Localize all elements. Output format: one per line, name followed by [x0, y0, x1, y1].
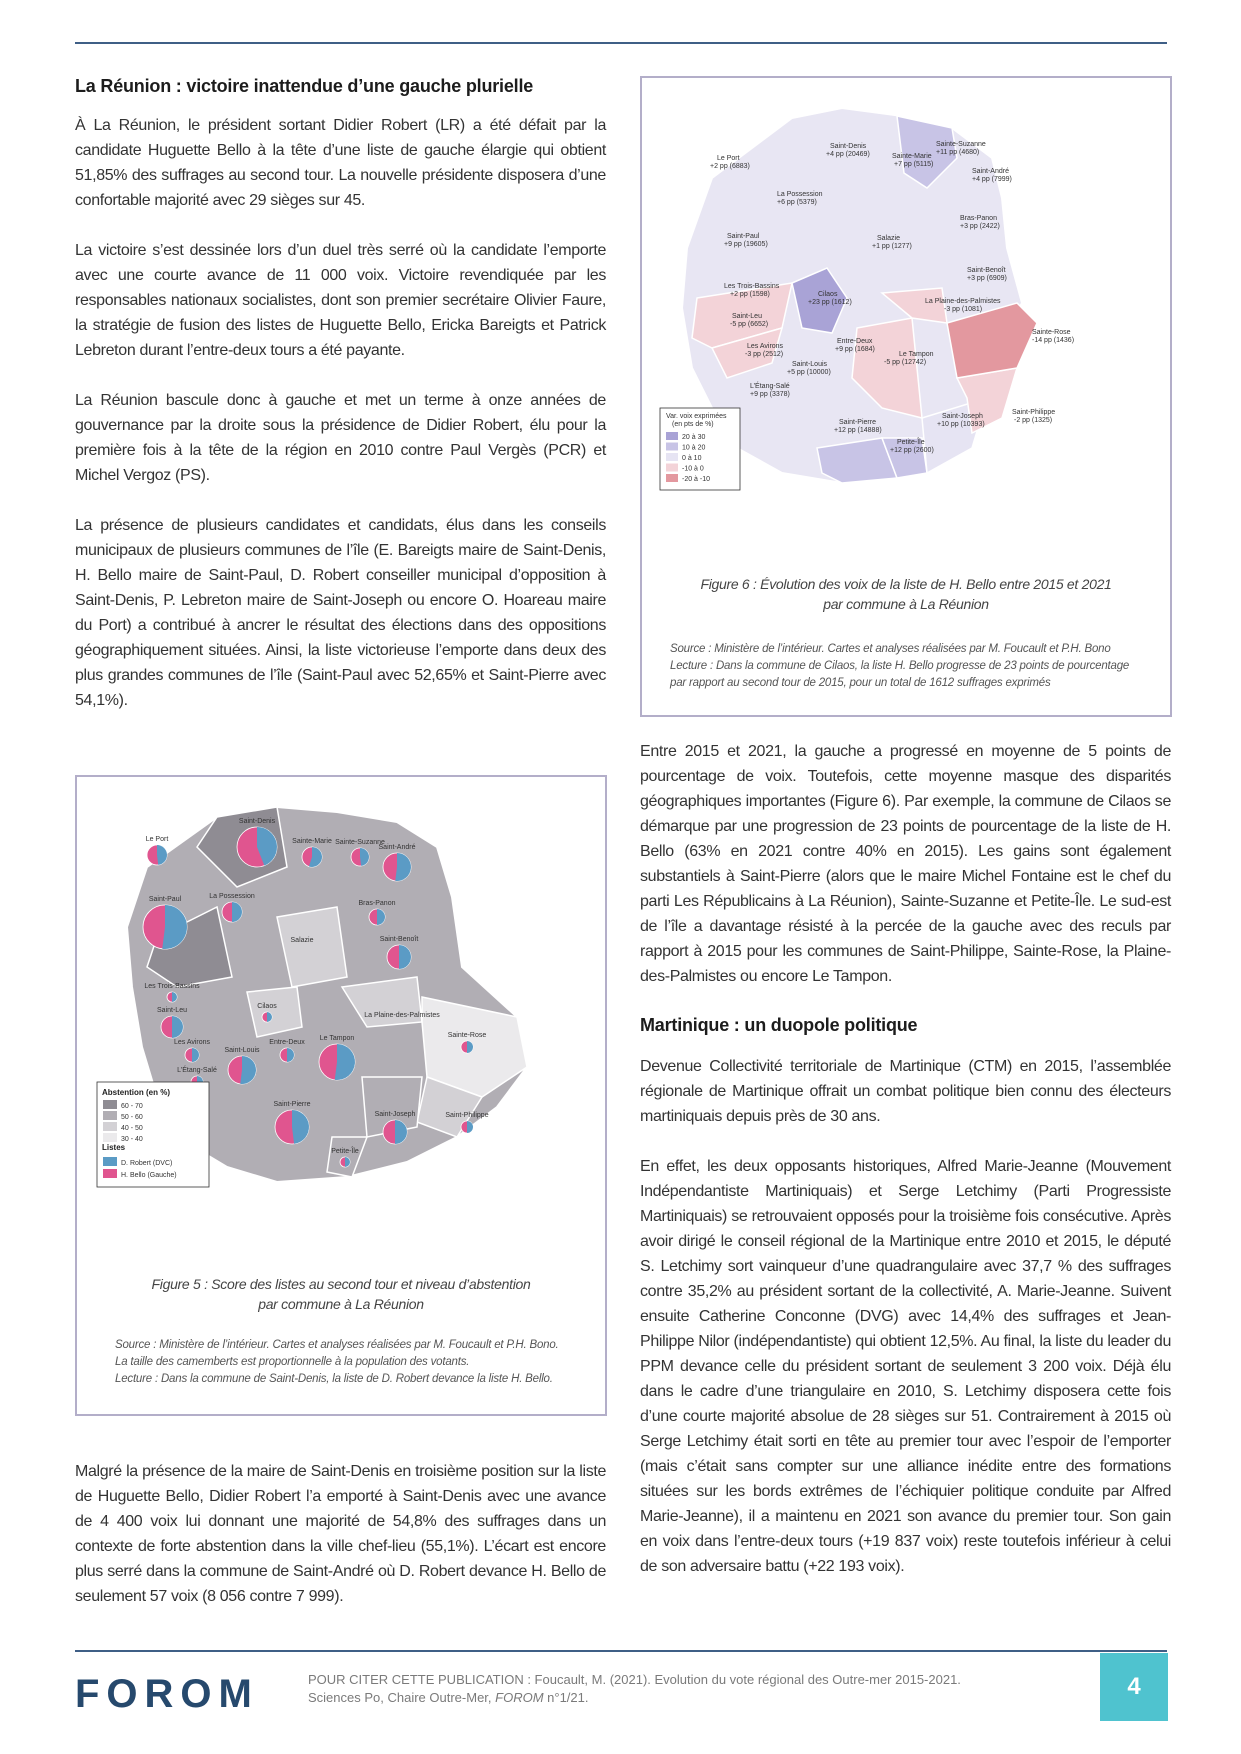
- svg-text:Saint-André: Saint-André: [972, 168, 1009, 175]
- top-rule: [75, 42, 1167, 44]
- svg-text:(en pts de %): (en pts de %): [672, 421, 714, 428]
- svg-text:Entre-Deux: Entre-Deux: [837, 338, 873, 345]
- svg-text:Bras-Panon: Bras-Panon: [960, 215, 997, 222]
- svg-text:Cilaos: Cilaos: [818, 291, 838, 298]
- section-heading-martinique: Martinique : un duopole politique: [640, 1015, 918, 1035]
- commune-label: L’Étang-Salé: [177, 1067, 217, 1074]
- svg-text:Saint-Benoît: Saint-Benoît: [967, 267, 1006, 274]
- commune-label: Les Avirons: [173, 1039, 211, 1046]
- commune-label: Saint-Philippe: [445, 1112, 489, 1119]
- commune-label: Le Tampon: [319, 1035, 355, 1042]
- legend-label: D. Robert (DVC): [121, 1160, 173, 1167]
- commune-label: Cilaos: [257, 1003, 277, 1010]
- commune-label: Le Port: [717, 155, 740, 162]
- svg-text:Salazie: Salazie: [877, 235, 900, 242]
- legend-label: 20 à 30: [682, 434, 706, 441]
- commune-label: Sainte-Marie: [292, 838, 332, 845]
- commune-label: Sainte-Rose: [447, 1032, 487, 1039]
- map-legend: [97, 1082, 209, 1187]
- legend-title: Var. voix exprimées: [666, 413, 727, 420]
- svg-text:+9 pp (1684): +9 pp (1684): [835, 346, 875, 353]
- legend-swatch: [666, 432, 678, 440]
- commune-label: Salazie: [290, 937, 314, 944]
- legend-swatch: [103, 1133, 117, 1142]
- commune-label: Saint-Denis: [238, 818, 276, 825]
- legend-swatch: [103, 1169, 117, 1178]
- map-abstention-scores: [77, 777, 605, 1252]
- section-heading-reunion: La Réunion : victoire inattendue d’une gauche plurielle: [75, 76, 534, 96]
- commune-label: Saint-Louis: [224, 1047, 260, 1054]
- commune-label: Entre-Deux: [269, 1039, 305, 1046]
- svg-text:Saint-Louis: Saint-Louis: [792, 361, 828, 368]
- svg-text:Saint-Joseph: Saint-Joseph: [942, 413, 983, 420]
- commune-label: Bras-Panon: [358, 900, 396, 907]
- commune-cilaos: [247, 987, 302, 1037]
- page-number: 4: [1100, 1653, 1168, 1721]
- svg-text:Saint-Paul: Saint-Paul: [727, 233, 760, 240]
- svg-text:-5 pp (6652): -5 pp (6652): [730, 321, 769, 328]
- svg-text:+9 pp (19605): +9 pp (19605): [724, 241, 768, 248]
- commune-label: Saint-Paul: [148, 896, 182, 903]
- map-vote-change: [642, 78, 1170, 548]
- commune-label: Le Port: [145, 836, 169, 843]
- commune-label: Saint-Benoît: [379, 936, 419, 943]
- legend-swatch: [103, 1111, 117, 1120]
- legend-swatch: [666, 464, 678, 472]
- citation: POUR CITER CETTE PUBLICATION : Foucault, M. (2021). Evolution du vote régional des Outre-mer 2015-2021. Sciences Po, Chaire Outre-Mer, FOROM n°1/21.: [308, 1672, 961, 1705]
- paragraph: La victoire s’est dessinée lors d’un duel très serré où la candidate l’emporte avec une courte avance de 11 000 voix. Victoire revendiquée par les responsables nationaux socialistes, dont son premier secrétaire Olivier Faure, la stratégie de fusion des listes de Huguette Bello, Ericka Bareigts et Patrick Lebreton durant l’entre-deux tours a été payante.: [75, 242, 606, 359]
- svg-text:+7 pp (5115): +7 pp (5115): [894, 161, 934, 168]
- svg-text:+3 pp (2422): +3 pp (2422): [960, 223, 1000, 230]
- legend-label: 0 à 10: [682, 455, 702, 462]
- svg-text:+3 pp (6909): +3 pp (6909): [967, 275, 1007, 282]
- legend-label: 10 à 20: [682, 444, 706, 452]
- svg-text:-3 pp (1081): -3 pp (1081): [944, 306, 983, 313]
- svg-text:+23 pp (1612): +23 pp (1612): [808, 299, 852, 306]
- svg-text:Saint-Denis: Saint-Denis: [830, 143, 867, 150]
- legend-label: H. Bello (Gauche): [121, 1172, 177, 1179]
- commune-label: Saint-Leu: [157, 1007, 187, 1014]
- svg-text:+2 pp (6883): +2 pp (6883): [710, 163, 750, 170]
- svg-text:Saint-Pierre: Saint-Pierre: [839, 419, 876, 426]
- svg-text:+5 pp (10000): +5 pp (10000): [787, 369, 831, 376]
- legend-swatch: [103, 1157, 117, 1166]
- svg-text:Le Tampon: Le Tampon: [899, 351, 934, 358]
- legend-swatch: [666, 474, 678, 482]
- legend-swatch: [103, 1100, 117, 1109]
- svg-text:Saint-Philippe: Saint-Philippe: [1012, 409, 1056, 416]
- figure-5: [75, 775, 607, 1416]
- svg-text:+6 pp (5379): +6 pp (5379): [777, 199, 817, 206]
- legend-label: -20 à -10: [682, 476, 711, 483]
- svg-text:+1 pp (1277): +1 pp (1277): [872, 243, 912, 250]
- svg-text:+10 pp (10393): +10 pp (10393): [937, 421, 985, 428]
- svg-text:-5 pp (12742): -5 pp (12742): [884, 359, 927, 366]
- svg-text:+2 pp (1598): +2 pp (1598): [730, 291, 770, 298]
- paragraph: À La Réunion, le président sortant Didier Robert (LR) a été défait par la candidate Huguette Bello à la tête d’une liste de gauche élargie qui obtient 51,85% des suffrages au second tour. La nouvelle présidente disposera d’une confortable majorité avec 29 sièges sur 45.: [75, 117, 606, 209]
- paragraph: La présence de plusieurs candidates et candidats, élus dans les conseils municipaux de plusieurs communes de l’île (E. Bareigts maire de Saint-Denis, H. Bello maire de Saint-Paul, D. Robert conseiller municipal d’opposition à Saint-Denis, P. Lebreton maire de Saint-Joseph ou encore O. Hoareau maire du Port) a contribué à ancrer le résultat des élections dans des oppositions géographiquement situées. Ainsi, la liste victorieuse l’emporte dans deux des plus grandes communes de l’île (Saint-Paul avec 52,65% et Saint-Pierre avec 54,1%).: [75, 517, 606, 709]
- footer-rule: [75, 1650, 1167, 1652]
- commune-label: Les Trois-Bassins: [144, 983, 200, 990]
- figure-6: [640, 76, 1172, 717]
- forom-logo: FOROM: [75, 1672, 259, 1716]
- legend-swatch: [103, 1122, 117, 1131]
- legend-abstention-title: Abstention (en %): [102, 1088, 170, 1097]
- commune-label: La Possession: [209, 893, 255, 900]
- svg-text:+12 pp (14888): +12 pp (14888): [834, 427, 882, 434]
- legend-lists-title: Listes: [102, 1143, 126, 1152]
- svg-text:+11 pp (4680): +11 pp (4680): [936, 149, 980, 156]
- legend-label: 30 - 40: [121, 1136, 143, 1143]
- svg-text:Saint-Leu: Saint-Leu: [732, 313, 762, 320]
- svg-text:Les Avirons: Les Avirons: [747, 343, 784, 350]
- svg-text:+12 pp (2600): +12 pp (2600): [890, 447, 934, 454]
- paragraph: Devenue Collectivité territoriale de Martinique (CTM) en 2015, l’assemblée régionale de Martinique offrait un combat politique bien connu des électeurs martiniquais depuis près de 30 ans.: [640, 1058, 1171, 1125]
- right-column-text: [640, 739, 1171, 1579]
- commune-label: Saint-Joseph: [374, 1111, 416, 1118]
- figure-5-caption: Figure 5 : Score des listes au second tour et niveau d’abstention par commune à La Réunion: [151, 1276, 531, 1312]
- svg-text:Petite-Île: Petite-Île: [897, 439, 925, 446]
- commune-label: Saint-André: [378, 844, 416, 851]
- svg-text:+4 pp (7999): +4 pp (7999): [972, 176, 1012, 183]
- svg-text:La Plaine-des-Palmistes: La Plaine-des-Palmistes: [925, 298, 1001, 305]
- svg-text:-3 pp (2512): -3 pp (2512): [745, 351, 784, 358]
- svg-text:La Possession: La Possession: [777, 191, 823, 198]
- svg-text:Sainte-Marie: Sainte-Marie: [892, 153, 932, 160]
- commune-label: Sainte-Suzanne: [335, 839, 385, 846]
- svg-text:-14 pp (1436): -14 pp (1436): [1032, 337, 1075, 344]
- paragraph: La Réunion bascule donc à gauche et met un terme à onze années de gouvernance par la droite sous la présidence de Didier Robert, élu pour la première fois à la tête de la région en 2010 contre Paul Vergès (PCR) et Michel Vergoz (PS).: [75, 392, 606, 484]
- paragraph: Entre 2015 et 2021, la gauche a progressé en moyenne de 5 points de pourcentage de voix. Toutefois, cette moyenne masque des disparités géographiques importantes (Figure 6). Par exemple, la commune de Cilaos se démarque par une progression de 23 points de pourcentage de la liste de H. Bello (63% en 2021 contre 40% en 2015). Les gains sont également substantiels à Saint-Pierre (alors que le maire Michel Fontaine est le chef du parti Les Républicains à La Réunion), Sainte-Suzanne et Petite-Île. Le sud-est de l’île a davantage résisté à la percée de la gauche avec des reculs par rapport à 2015 pour les communes de Saint-Philippe, Sainte-Rose, la Plaine-des-Palmistes ou encore Le Tampon.: [640, 743, 1171, 985]
- legend-swatch: [666, 453, 678, 461]
- svg-text:L’Étang-Salé: L’Étang-Salé: [750, 383, 790, 390]
- commune-label: La Plaine-des-Palmistes: [364, 1012, 440, 1019]
- legend-label: -10 à 0: [682, 465, 704, 473]
- svg-text:Les Trois-Bassins: Les Trois-Bassins: [724, 283, 780, 290]
- svg-text:Sainte-Rose: Sainte-Rose: [1032, 329, 1071, 336]
- left-column-bottom: [75, 1459, 606, 1609]
- figure-6-source: Source : Ministère de l’intérieur. Cartes et analyses réalisées par M. Foucault et P.H. Bono Lecture : Dans la commune de Cilaos, la liste H. Bello progresse de 23 points de pourcentage par rapport au second tour de 2015, pour un total de 1612 suffrages exprimés: [670, 643, 1130, 689]
- left-column-top: [75, 76, 606, 713]
- map-legend: [660, 408, 740, 490]
- legend-swatch: [666, 443, 678, 451]
- svg-text:+9 pp (3378): +9 pp (3378): [750, 391, 790, 398]
- svg-text:Sainte-Suzanne: Sainte-Suzanne: [936, 141, 986, 148]
- figure-5-source: Source : Ministère de l’intérieur. Cartes et analyses réalisées par M. Foucault et P.H. Bono. La taille des camemberts est proportionnelle à la population des votants. Lecture : Dans la commune de Saint-Denis, la liste de D. Robert devance la liste H. Bello.: [115, 1339, 559, 1385]
- legend-label: 40 - 50: [121, 1125, 143, 1132]
- commune-label: Saint-Pierre: [273, 1101, 311, 1108]
- legend-label: 60 - 70: [121, 1103, 143, 1110]
- svg-text:+4 pp (20469): +4 pp (20469): [826, 151, 870, 158]
- paragraph: Malgré la présence de la maire de Saint-Denis en troisième position sur la liste de Huguette Bello, Didier Robert l’a emporté à Saint-Denis avec une avance de 4 400 voix lui donnant une majorité de 54,8% des suffrages dans un contexte de forte abstention dans la ville chef-lieu (55,1%). L’écart est encore plus serré dans la commune de Saint-André où D. Robert devance H. Bello de seulement 57 voix (8 056 contre 7 999).: [75, 1463, 606, 1605]
- commune-label: Petite-Île: [331, 1148, 359, 1155]
- legend-label: 50 - 60: [121, 1114, 143, 1121]
- svg-text:-2 pp (1325): -2 pp (1325): [1014, 417, 1053, 424]
- figure-6-caption: Figure 6 : Évolution des voix de la liste de H. Bello entre 2015 et 2021 par commune à La Réunion: [700, 576, 1112, 612]
- paragraph: En effet, les deux opposants historiques, Alfred Marie-Jeanne (Mouvement Indépendantiste Martiniquais) et Serge Letchimy (Parti Progressiste Martiniquais) se retrouvaient opposés pour la troisième fois consécutive. Après avoir dirigé le conseil régional de la Martinique entre 2010 et 2015, le député S. Letchimy sort vainqueur d’une quadrangulaire avec 37,7 % des suffrages contre 35,2% au président sortant de la collectivité, A. Marie-Jeanne. Suivent ensuite Catherine Conconne (DVG) avec 14,4% des suffrages et Jean-Philippe Nilor (indépendantiste) qui obtient 12,5%. Au final, la liste du leader du PPM devance celle du président sortant de seulement 3 200 voix. Déjà élu dans le cadre d’une triangulaire en 2010, S. Letchimy disposera cette fois d’une courte majorité absolue de 28 sièges sur 51. Contrairement à 2015 où Serge Letchimy était sorti en tête au premier tour avec l’espoir de l’emporter (mais c’était sans compter sur une alliance inédite entre des formations situées sur les bords extrêmes de l’échiquier politique conduite par Alfred Marie-Jeanne), il a maintenu en 2021 son avance du premier tour. Son gain en voix dans l’entre-deux tours (+19 837 voix) reste toutefois inférieur à celui de son adversaire battu (+22 193 voix).: [640, 1158, 1171, 1575]
